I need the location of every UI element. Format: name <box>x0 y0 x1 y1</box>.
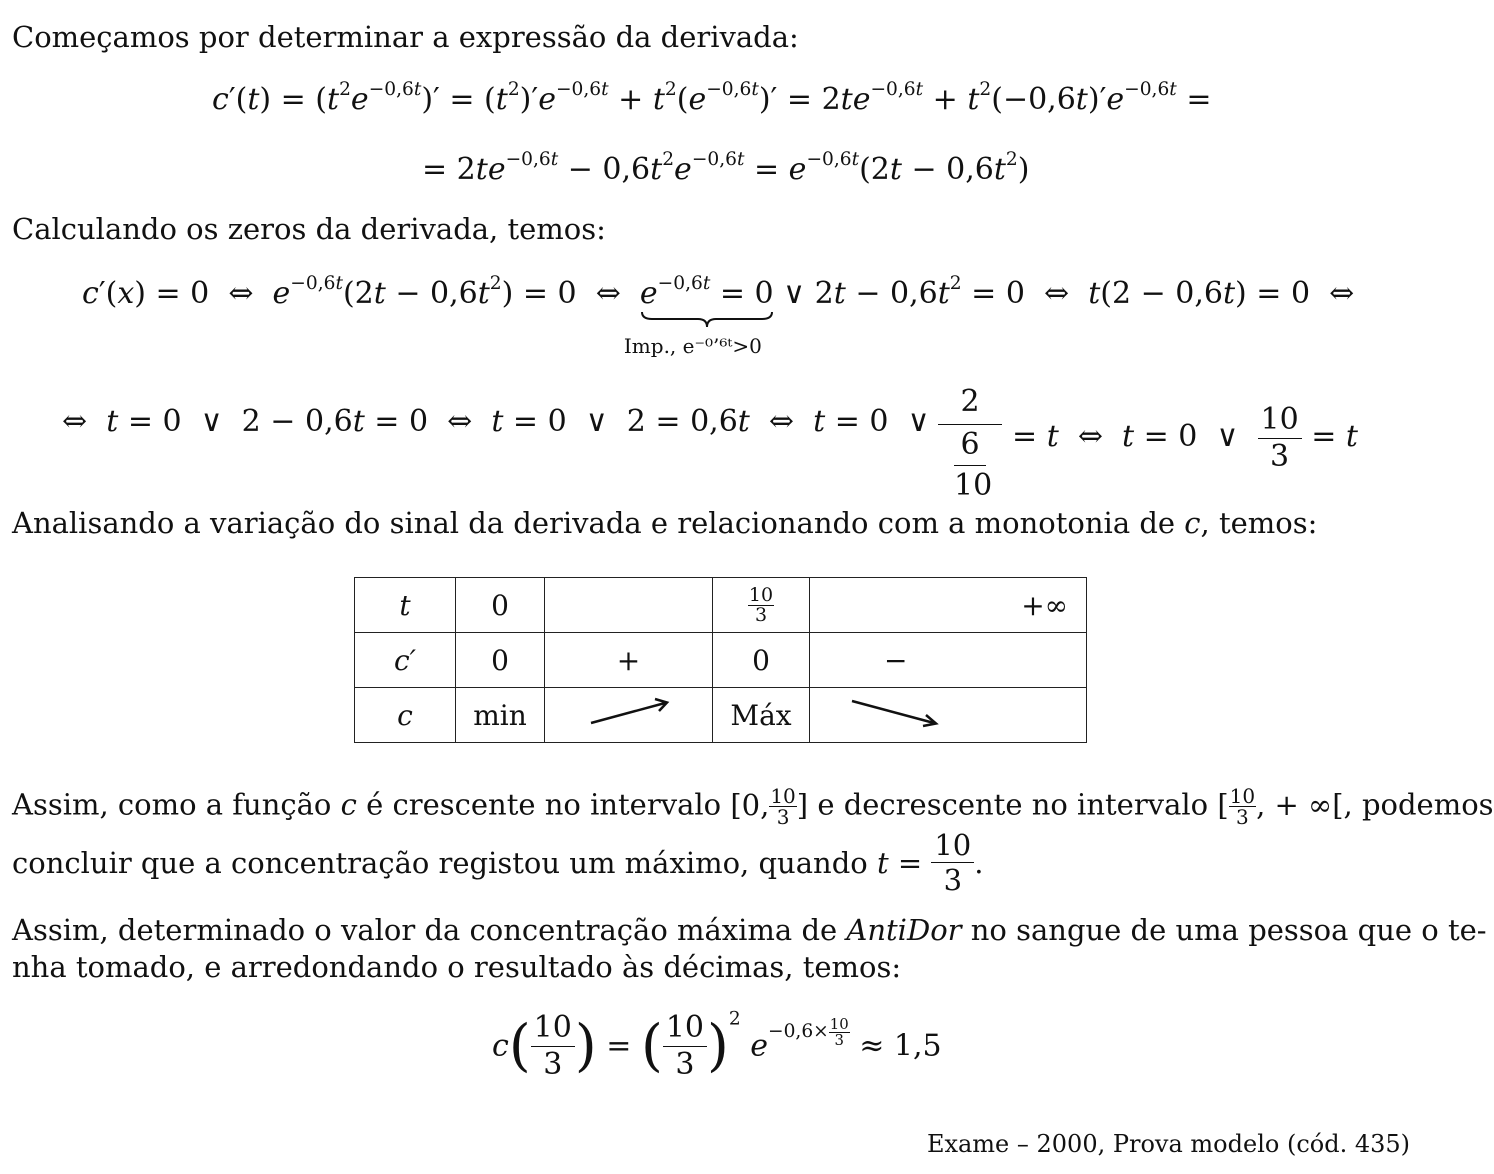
table-cell-increasing <box>545 688 713 743</box>
table-cell: min <box>456 688 545 743</box>
compound-fraction: 2 6 10 <box>938 384 1002 504</box>
zeros-equation-line-2: ⇔ t = 0 ∨ 2 − 0,6t = 0 ⇔ t = 0 ∨ 2 = 0,6t ⇔ t = 0 ∨ <box>62 404 940 439</box>
table-cell: Máx <box>713 688 810 743</box>
conclusion-line-2: concluir que a concentração registou um máximo, quando t = $\frac{10}{3}$ . <box>12 828 984 898</box>
table-cell: 0 <box>713 633 810 688</box>
underbrace-group: $e^{-0,6t} = 0$ Imp., e⁻⁰’⁶ᵗ>0 <box>623 273 774 358</box>
table-cell: 0 <box>456 578 545 633</box>
table-cell: +∞ <box>810 578 1087 633</box>
zeros-equation-line-2b: = t ⇔ t = 0 ∨ $\frac{10}{3}$ = t <box>1012 402 1358 474</box>
table-cell: + <box>545 633 713 688</box>
table-cell: t <box>355 578 456 633</box>
conclusion-line-1: Assim, como a função c é crescente no intervalo [0, $\frac{10}{3}$ ] e decrescente no intervalo [ $\frac{10}{3}$ , + ∞[, podemos <box>12 784 1494 829</box>
table-cell-decreasing <box>810 688 1087 743</box>
table-row-derivative <box>355 633 1087 688</box>
arrow-up-right-icon <box>579 695 679 729</box>
underbrace-icon <box>640 310 774 328</box>
table-row-t <box>355 578 1087 633</box>
table-cell <box>545 578 713 633</box>
intro-text: Começamos por determinar a expressão da derivada: <box>12 20 799 54</box>
source-footer: Exame – 2000, Prova modelo (cód. 435) <box>926 1130 1410 1158</box>
interval-open: [ $\frac{10}{3}$ , + ∞[ <box>1217 784 1344 829</box>
final-equation: c( $\frac{10}{3}$ ) = ( $\frac{10}{3}$ )$^2$ $e^{-0,6\times \frac{10}{3}}$ ≈ 1,5 <box>492 1008 942 1082</box>
zeros-equation-line-1: c′(x) = 0 ⇔ $e^{-0,6t}(2t - 0,6t^2) = 0$ ⇔ $e^{-0,6t} = 0$ Imp., e⁻⁰’⁶ᵗ>0 ∨ $2t - 0,6t^2 = 0$ ⇔ t(2 − 0,6t) = 0 ⇔ <box>82 273 1355 358</box>
conclusion2-line-2: nha tomado, e arredondando o resultado às décimas, temos: <box>12 950 902 984</box>
conclusion2-line-1: Assim, determinado o valor da concentração máxima de AntiDor no sangue de uma pessoa que o te- <box>12 913 1487 947</box>
variation-table <box>354 577 1087 743</box>
table-cell: 0 <box>456 633 545 688</box>
table-row-function <box>355 688 1087 743</box>
table-cell: c′ <box>355 633 456 688</box>
arrow-down-right-icon <box>846 695 946 729</box>
zeros-intro-text: Calculando os zeros da derivada, temos: <box>12 212 606 246</box>
derivative-line-2: = $2te^{-0,6t} - 0,6t^2e^{-0,6t} = e^{-0,6t}(2t - 0,6t^2)$ <box>422 149 1030 187</box>
sign-analysis-intro: Analisando a variação do sinal da derivada e relacionando com a monotonia de c, temos: <box>12 506 1318 540</box>
table-cell: − <box>810 633 1087 688</box>
table-cell: c <box>355 688 456 743</box>
interval-closed: [0, $\frac{10}{3}$ ] <box>730 784 809 829</box>
derivative-line-1: $c'(t) = (t^2e^{-0,6t})' = (t^2)'e^{-0,6t} + t^2(e^{-0,6t})' = 2te^{-0,6t} + t^2(-0,6t)'e^{-0,6t}$ = <box>212 79 1212 117</box>
table-cell-fraction: $\frac{10}{3}$ <box>713 578 810 633</box>
underbrace-label: Imp., e⁻⁰’⁶ᵗ>0 <box>623 334 762 358</box>
